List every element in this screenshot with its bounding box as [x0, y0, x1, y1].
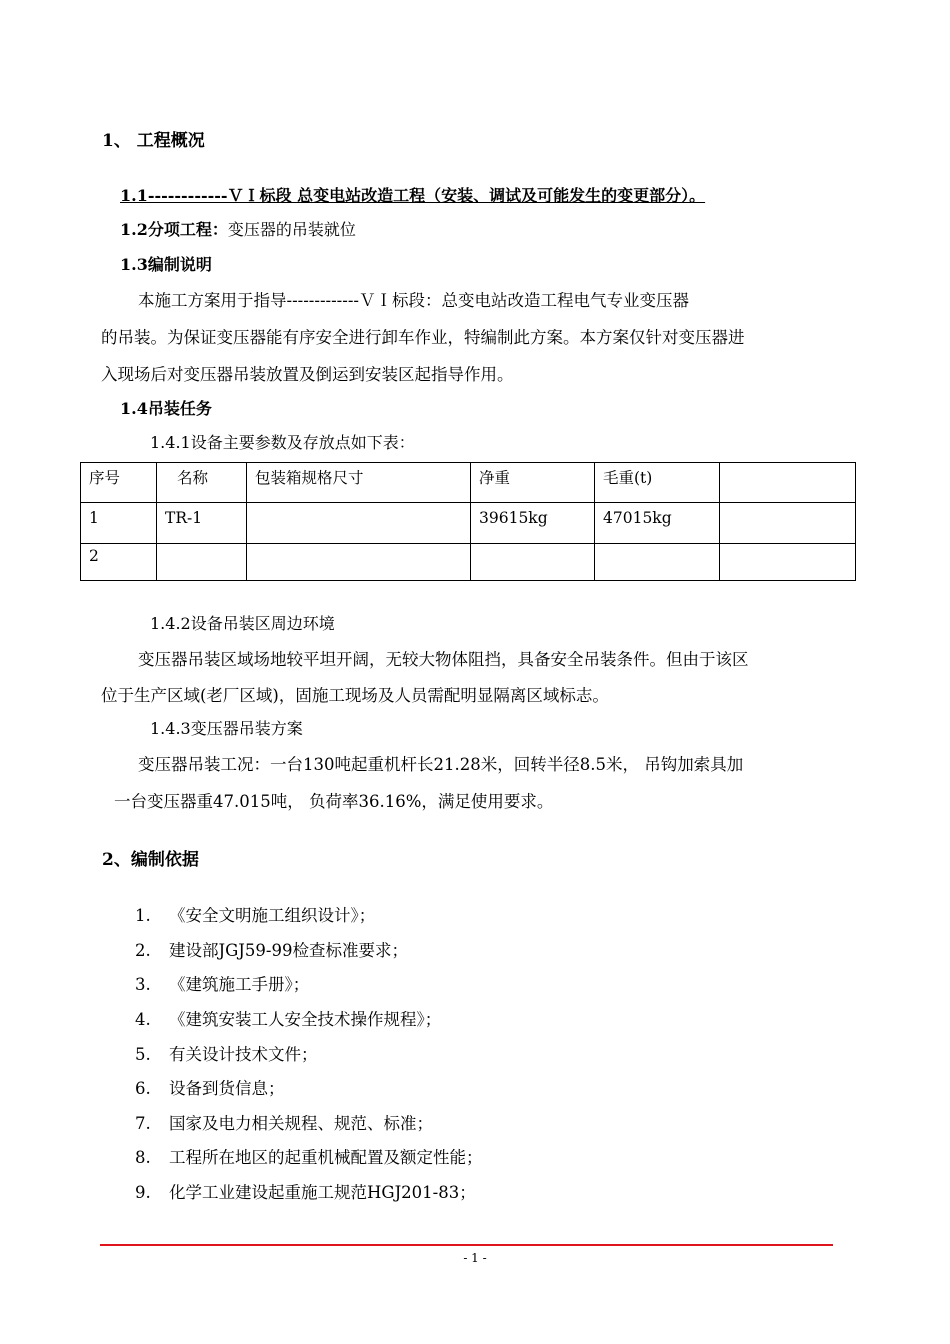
section-1-2-text: 变压器的吊装就位: [227, 220, 356, 239]
table-cell: [720, 544, 856, 581]
list-item-text: 国家及电力相关规程、规范、标准；: [169, 1114, 433, 1133]
section-1-3-line-2: 的吊装。为保证变压器能有序安全进行卸车作业，特编制此方案。本方案仅针对变压器进: [101, 328, 745, 347]
section-1-3-label: 1.3编制说明: [120, 255, 212, 274]
list-item: [135, 971, 309, 995]
list-item-text: 化学工业建设起重施工规范HGJ201-83；: [169, 1183, 476, 1202]
list-item-text: 有关设计技术文件；: [169, 1045, 318, 1064]
list-item: [135, 1041, 318, 1065]
section-1-3-line-1: 本施工方案用于指导-------------ＶＩ标段：总变电站改造工程电气专业变压器: [138, 291, 689, 310]
list-item: [135, 902, 375, 926]
section-1-4-3-line-1: 变压器吊装工况：一台130吨起重机杆长21.28米，回转半径8.5米， 吊钩加索具加: [138, 755, 744, 774]
table-cell: [720, 503, 856, 544]
list-item-text: 《建筑安装工人安全技术操作规程》；: [169, 1010, 442, 1029]
list-item: [135, 1110, 433, 1134]
table-cell: 2: [81, 544, 157, 581]
section-1-4-1: 1.4.1设备主要参数及存放点如下表：: [150, 433, 415, 452]
equipment-table: [80, 462, 856, 581]
table-cell: [247, 544, 471, 581]
table-row: [81, 544, 856, 581]
table-header-cell: 序号: [81, 463, 157, 503]
table-cell: [471, 544, 595, 581]
table-cell: [157, 544, 247, 581]
table-cell: 1: [81, 503, 157, 544]
table-cell: [247, 503, 471, 544]
list-item-number: 8.: [135, 1148, 151, 1167]
list-item-number: 4.: [135, 1010, 151, 1029]
section-1-1-title: 1.1------------ＶＩ标段 总变电站改造工程（安装、调试及可能发生的变更部分）。: [120, 186, 706, 205]
list-item-text: 《建筑施工手册》；: [169, 975, 310, 994]
list-item: [135, 1006, 441, 1030]
section-1-2: [120, 217, 356, 240]
list-item-text: 建设部JGJ59-99检查标准要求；: [169, 941, 408, 960]
table-header-cell: 名称: [157, 463, 247, 503]
table-cell: 39615kg: [471, 503, 595, 544]
list-item: [135, 1075, 285, 1099]
table-header-cell: [720, 463, 856, 503]
section-1-4-3: 1.4.3变压器吊装方案: [150, 719, 303, 738]
list-item-text: 《安全文明施工组织设计》；: [169, 906, 376, 925]
section-1-4-2-line-1: 变压器吊装区域场地较平坦开阔，无较大物体阻挡，具备安全吊装条件。但由于该区: [138, 650, 749, 669]
table-cell: 47015kg: [595, 503, 720, 544]
section-1-4-label: 1.4吊装任务: [120, 399, 212, 418]
list-item-number: 5.: [135, 1045, 151, 1064]
table-header-cell: 包装箱规格尺寸: [247, 463, 471, 503]
table-cell: TR-1: [157, 503, 247, 544]
table-header-row: [81, 463, 856, 503]
table-cell: [595, 544, 720, 581]
list-item-number: 9.: [135, 1183, 151, 1202]
list-item-text: 设备到货信息；: [169, 1079, 285, 1098]
list-item-number: 2.: [135, 941, 151, 960]
list-item-number: 3.: [135, 975, 151, 994]
section-1-4-2-line-2: 位于生产区域(老厂区域)，固施工现场及人员需配明显隔离区域标志。: [101, 686, 609, 705]
table-row: [81, 503, 856, 544]
list-item: [135, 1144, 483, 1168]
section-1-heading: 1、 工程概况: [102, 131, 205, 151]
section-1-2-label: 1.2分项工程：: [120, 220, 228, 239]
footer-rule: [100, 1244, 833, 1246]
section-1-4-2: 1.4.2设备吊装区周边环境: [150, 614, 335, 633]
list-item-text: 工程所在地区的起重机械配置及额定性能；: [169, 1148, 483, 1167]
section-1-4-3-line-2: 一台变压器重47.015吨， 负荷率36.16%，满足使用要求。: [114, 792, 554, 811]
page-number: - 1 -: [463, 1251, 487, 1265]
table-header-cell: 毛重(t): [595, 463, 720, 503]
list-item: [135, 1179, 476, 1203]
list-item: [135, 937, 408, 961]
section-2-heading: 2、编制依据: [102, 850, 199, 870]
list-item-number: 7.: [135, 1114, 151, 1133]
section-1-3-line-3: 入现场后对变压器吊装放置及倒运到安装区起指导作用。: [101, 365, 514, 384]
table-header-cell: 净重: [471, 463, 595, 503]
list-item-number: 1.: [135, 906, 151, 925]
list-item-number: 6.: [135, 1079, 151, 1098]
